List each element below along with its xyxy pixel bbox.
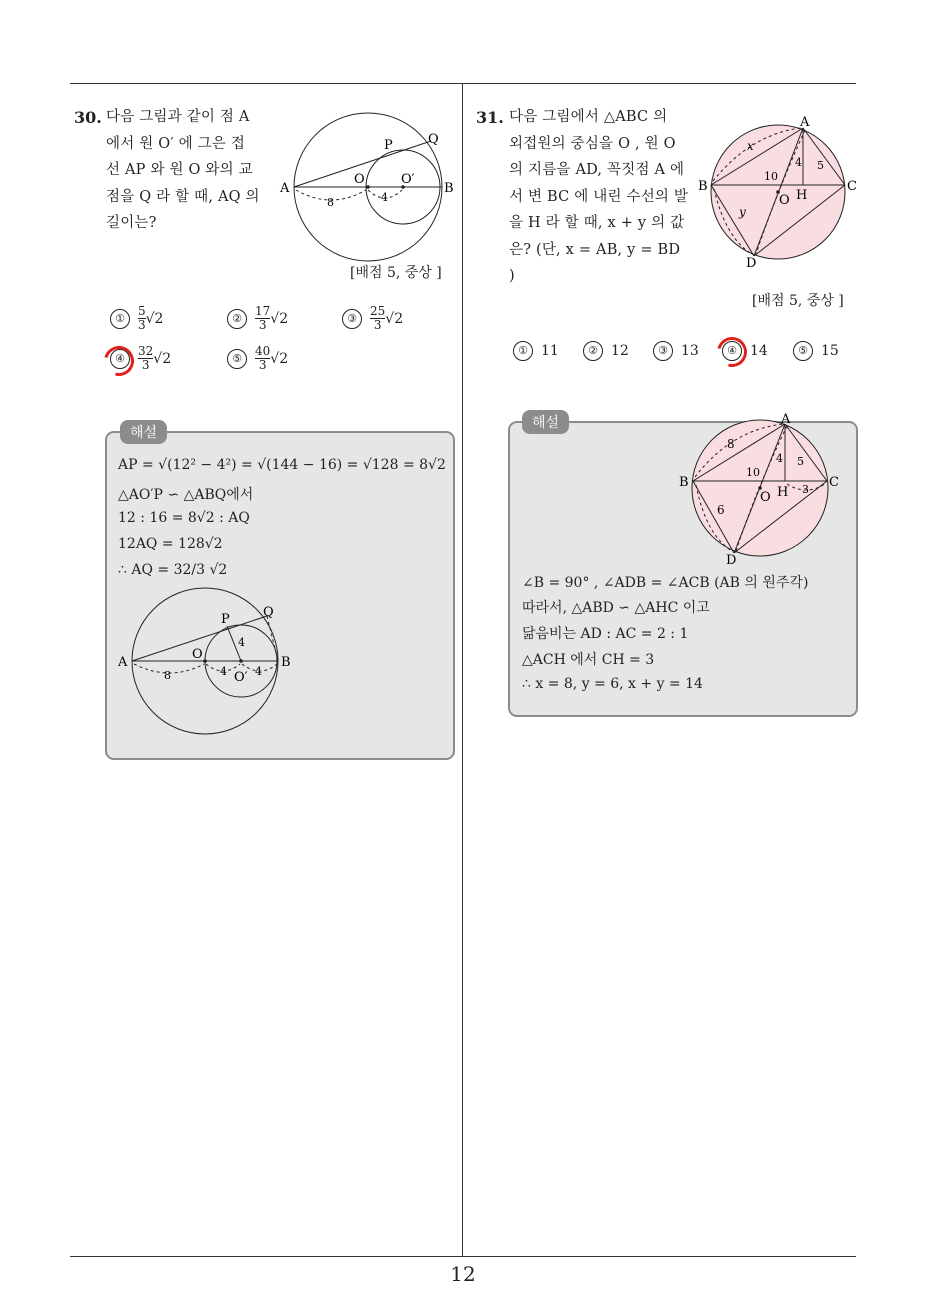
- point-O: [366, 185, 370, 189]
- q31-solution-figure: [676, 410, 842, 566]
- q30-solution-tab: 해설: [120, 420, 167, 444]
- q31-figure: [696, 114, 862, 270]
- q30-sol-line: AP = √(12² − 4²) = √(144 − 16) = √128 = 8√2: [118, 457, 446, 473]
- q31-choice-5[interactable]: [793, 341, 839, 361]
- choice-num: ③: [342, 309, 362, 329]
- label-8: 8: [164, 669, 171, 682]
- choice-num: ②: [583, 341, 603, 361]
- sqrt: √2: [153, 350, 172, 367]
- label-8: 8: [727, 437, 735, 451]
- choice-num: ③: [653, 341, 673, 361]
- label-H: H: [777, 485, 789, 500]
- q31-line: 다음 그림에서 △ABC 의: [509, 109, 668, 125]
- label-A: A: [118, 655, 128, 670]
- q30-choice-2[interactable]: [227, 305, 288, 332]
- label-8: 8: [327, 196, 334, 209]
- choice-num: ①: [110, 309, 130, 329]
- q31-line: 외접원의 중심을 O , 원 O: [509, 135, 676, 152]
- denominator: 3: [258, 358, 267, 372]
- fraction: [138, 305, 146, 332]
- label-B: B: [281, 655, 291, 670]
- label-B: B: [679, 475, 689, 490]
- q30-sol-line: 12AQ = 128√2: [118, 536, 223, 552]
- label-4: 4: [776, 452, 783, 465]
- q31-line: 은? (단, x = AB, y = BD: [509, 241, 681, 258]
- q30-text: [106, 104, 260, 237]
- numerator: 17: [255, 304, 271, 318]
- numerator: 25: [370, 304, 386, 318]
- choice-num: ④: [110, 349, 130, 369]
- label-D: D: [746, 256, 757, 270]
- label-6: 6: [717, 503, 725, 517]
- q30-sol-line: 12 : 16 = 8√2 : AQ: [118, 510, 250, 526]
- q31-text: [509, 104, 688, 290]
- q31-sol-line: △ACH 에서 CH = 3: [522, 652, 655, 668]
- denominator: 3: [138, 318, 146, 332]
- fraction: [370, 305, 385, 332]
- label-A: A: [280, 181, 290, 196]
- label-x: x: [747, 139, 754, 153]
- q30-sol-line: ∴ AQ = 32/3 √2: [118, 562, 228, 578]
- label-O: O: [760, 490, 771, 505]
- q30-line: 다음 그림과 같이 점 A: [106, 109, 250, 125]
- label-B: B: [444, 181, 454, 196]
- q31-number: 31.: [476, 108, 504, 127]
- denominator: 3: [141, 358, 150, 372]
- label-O-prime: O′: [234, 670, 248, 685]
- q30-choice-5[interactable]: [227, 345, 288, 372]
- q31-line: 서 변 BC 에 내린 수선의 발: [509, 188, 689, 205]
- choice-num: ⑤: [227, 349, 247, 369]
- label-P: P: [384, 138, 393, 153]
- choice-value: 12: [611, 343, 629, 359]
- label-3: 3: [802, 483, 809, 496]
- point-O-prime: [239, 659, 243, 663]
- q30-number: 30.: [74, 108, 102, 127]
- q31-line: 을 H 라 할 때, x + y 의 값: [509, 215, 685, 231]
- choice-value: 14: [750, 343, 768, 359]
- choice-value: 13: [681, 343, 699, 359]
- top-rule: [70, 83, 856, 84]
- q31-choice-2[interactable]: [583, 341, 629, 361]
- q31-solution-tab: 해설: [522, 410, 569, 434]
- choice-num: ①: [513, 341, 533, 361]
- label-4: 4: [255, 665, 262, 678]
- q31-sol-line: ∴ x = 8, y = 6, x + y = 14: [522, 676, 703, 692]
- label-4: 4: [381, 191, 388, 204]
- q30-figure: [276, 108, 466, 268]
- label-O-prime: O′: [401, 172, 415, 187]
- label-Q: Q: [263, 605, 274, 620]
- label-4: 4: [238, 636, 245, 649]
- label-C: C: [847, 179, 857, 194]
- label-P: P: [221, 612, 230, 627]
- q31-line: 의 지름을 AD, 꼭짓점 A 에: [509, 162, 685, 178]
- fraction: [255, 305, 270, 332]
- label-4: 4: [795, 156, 802, 169]
- q30-choice-3[interactable]: [342, 305, 403, 332]
- label-5: 5: [817, 159, 824, 172]
- denominator: 3: [258, 318, 267, 332]
- label-Q: Q: [428, 132, 439, 147]
- choice-num: ④: [722, 341, 742, 361]
- q31-sol-line: 닮음비는 AD : AC = 2 : 1: [522, 626, 689, 642]
- page-number: 12: [450, 1262, 476, 1286]
- sqrt: √2: [145, 310, 164, 327]
- label-5: 5: [797, 455, 804, 468]
- label-A: A: [800, 115, 810, 130]
- q30-line: 길이는?: [106, 215, 157, 231]
- choice-value: 11: [541, 343, 559, 359]
- denominator: 3: [373, 318, 382, 332]
- label-C: C: [829, 475, 839, 490]
- q30-solution-figure: [115, 586, 305, 738]
- choice-num: ⑤: [793, 341, 813, 361]
- label-B: B: [698, 179, 708, 194]
- label-D: D: [726, 553, 737, 566]
- answer-mark-q31: [712, 332, 753, 373]
- label-O: O: [192, 647, 203, 662]
- q30-meta: [배점 5, 중상 ]: [350, 265, 442, 281]
- label-H: H: [796, 188, 808, 203]
- q31-meta: [배점 5, 중상 ]: [752, 293, 844, 309]
- q30-line: 선 AP 와 원 O 와의 교: [106, 162, 253, 178]
- label-4: 4: [220, 665, 227, 678]
- bottom-rule: [70, 1256, 856, 1257]
- sqrt: √2: [385, 310, 404, 327]
- point-O: [203, 659, 207, 663]
- q30-line: 점을 Q 라 할 때, AQ 의: [106, 188, 260, 205]
- label-10: 10: [746, 466, 760, 479]
- q31-line: ): [509, 268, 515, 284]
- q30-line: 에서 원 O′ 에 그은 접: [106, 135, 246, 152]
- fraction: [138, 345, 153, 372]
- q30-sol-line: △AO′P ∽ △ABQ에서: [118, 487, 254, 503]
- sqrt: √2: [270, 350, 289, 367]
- numerator: 32: [138, 344, 154, 358]
- label-A: A: [781, 412, 791, 427]
- q30-choice-1[interactable]: [110, 305, 163, 332]
- label-O: O: [779, 193, 790, 208]
- choice-num: ②: [227, 309, 247, 329]
- label-y: y: [739, 205, 746, 219]
- sqrt: √2: [270, 310, 289, 327]
- numerator: 40: [255, 344, 271, 358]
- q31-sol-line: ∠B = 90° , ∠ADB = ∠ACB (AB 의 원주각): [522, 575, 809, 591]
- label-10: 10: [764, 170, 778, 183]
- choice-value: 15: [821, 343, 839, 359]
- numerator: 5: [138, 304, 146, 318]
- q31-sol-line: 따라서, △ABD ∽ △AHC 이고: [522, 600, 710, 616]
- fraction: [255, 345, 270, 372]
- q31-choice-3[interactable]: [653, 341, 699, 361]
- label-O: O: [354, 172, 365, 187]
- q31-choice-1[interactable]: [513, 341, 559, 361]
